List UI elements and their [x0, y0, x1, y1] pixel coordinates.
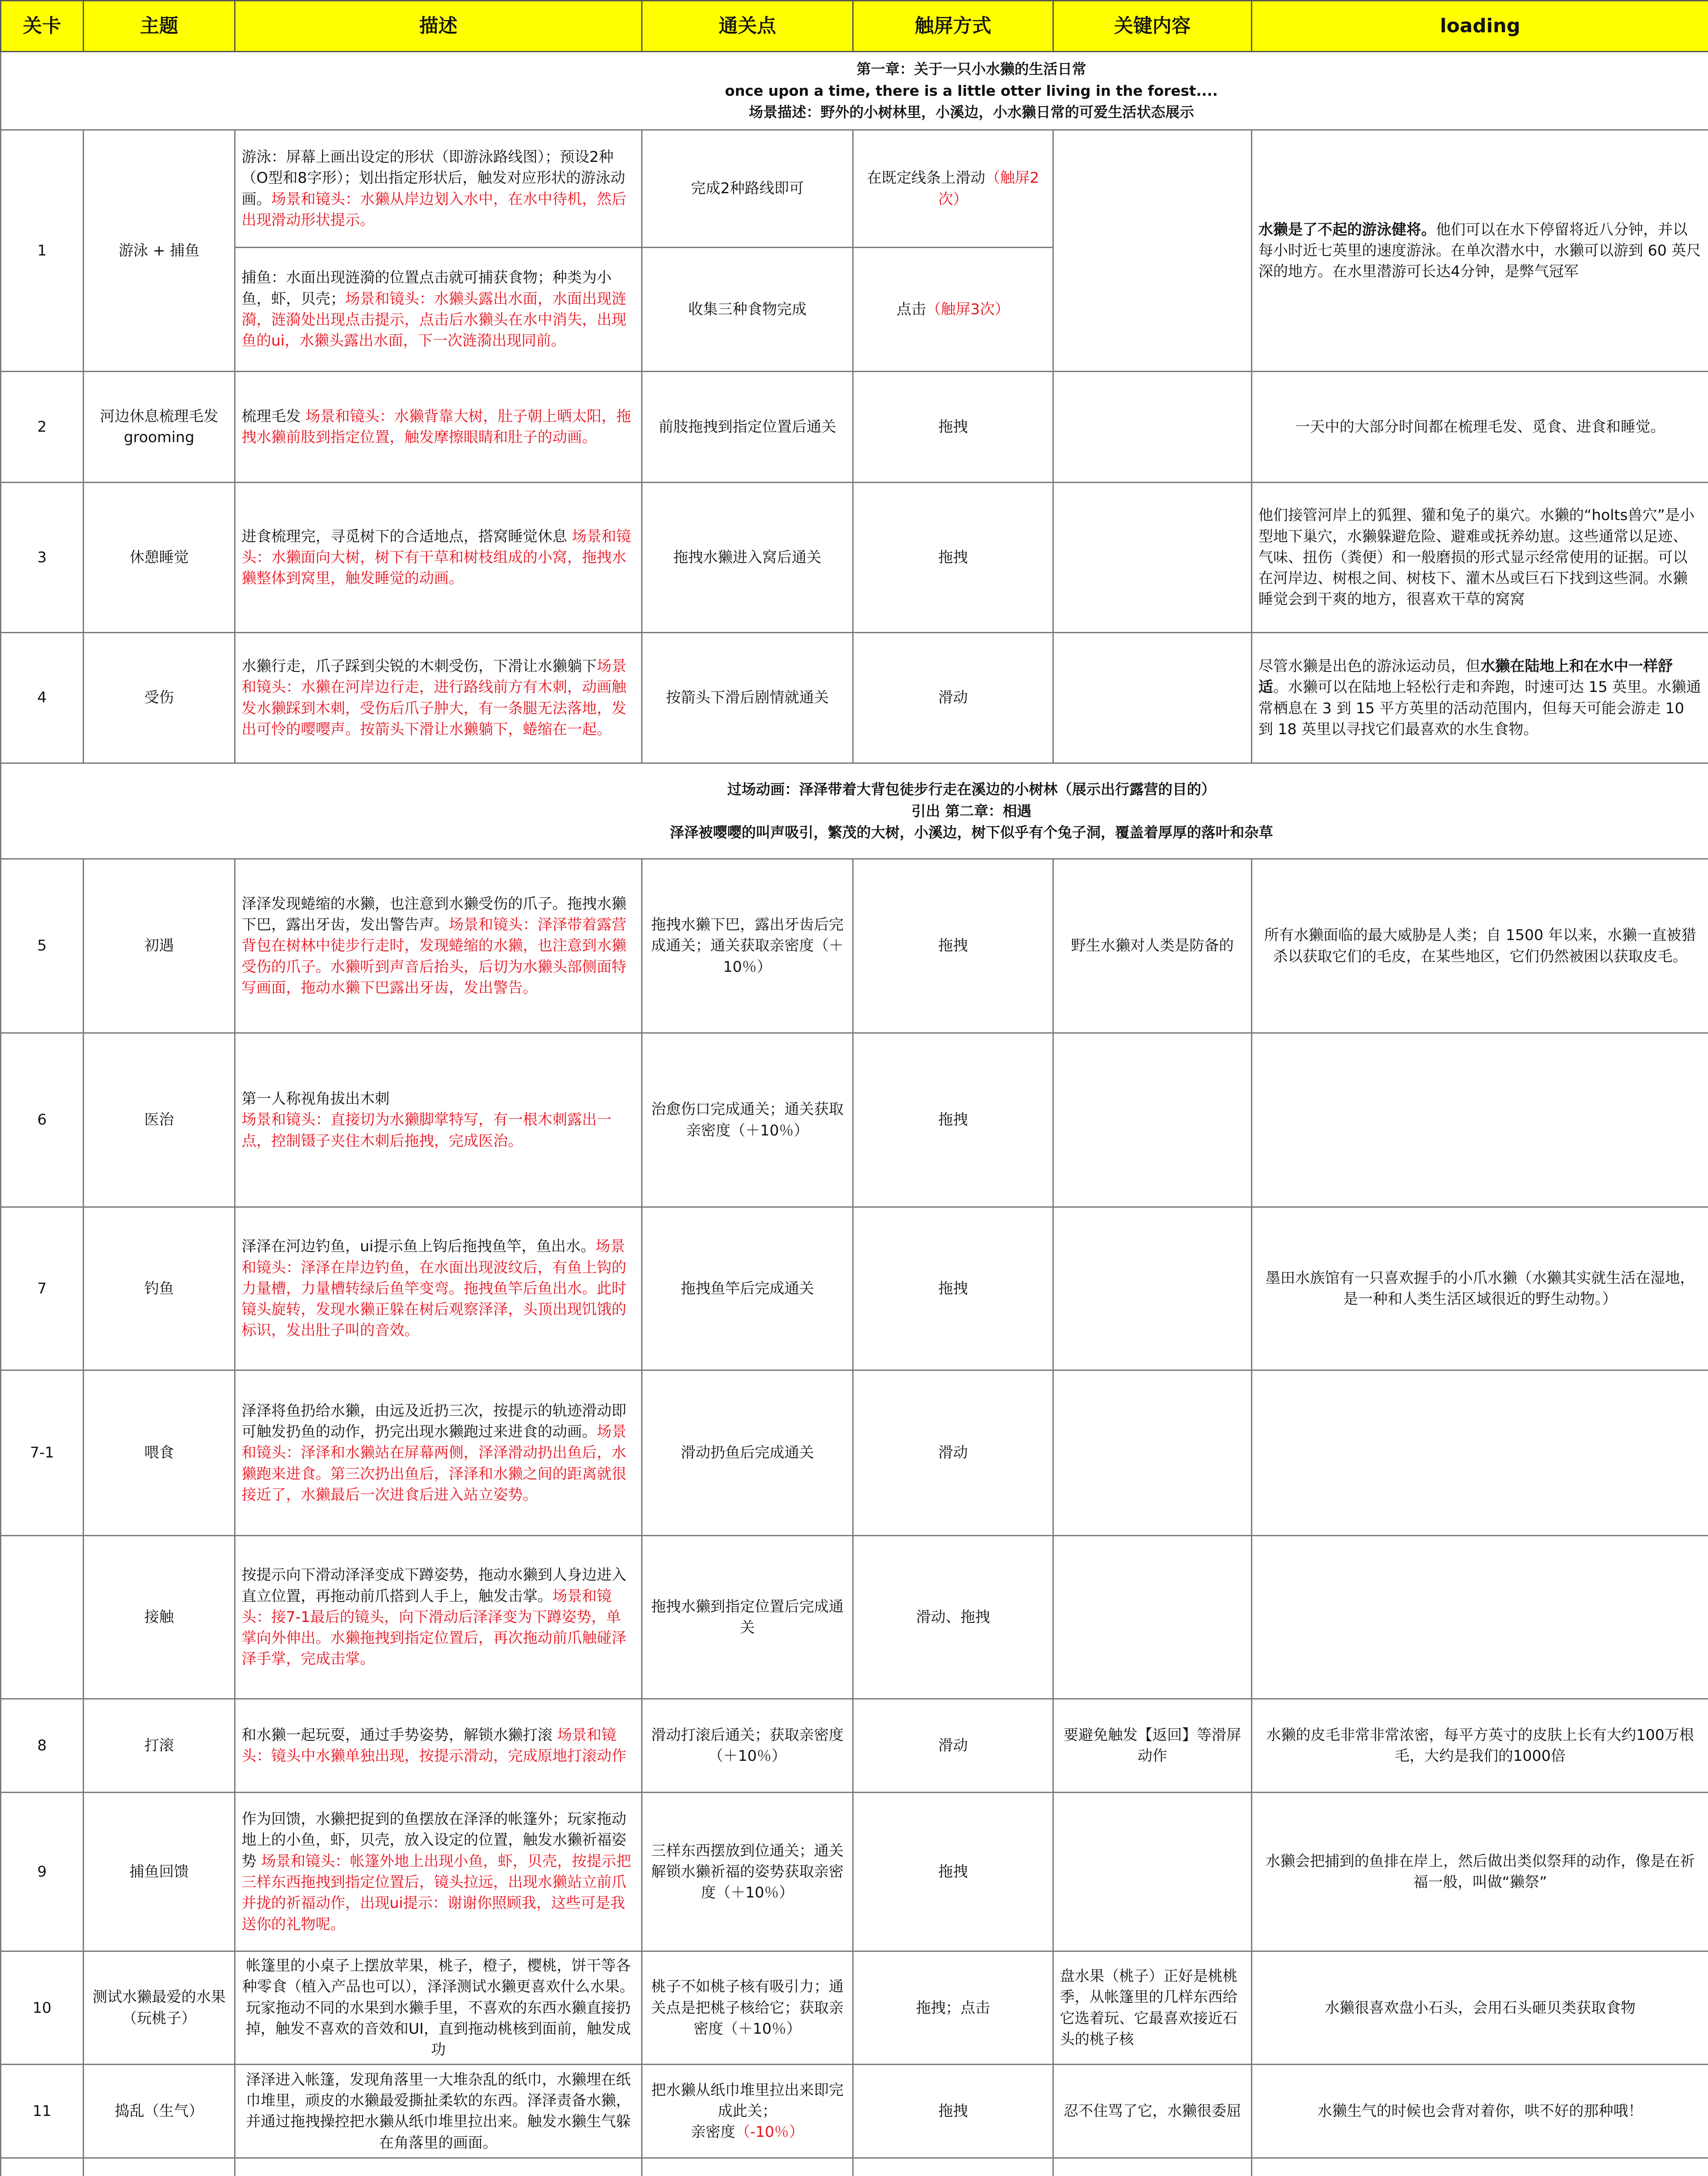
touch-cell	[853, 2158, 1053, 2176]
transition-banner	[1, 763, 1708, 859]
pass-cell: 前肢拖拽到指定位置后通关	[642, 372, 853, 483]
level-cell	[1, 1536, 84, 1699]
pass-cell	[642, 2158, 853, 2176]
key-cell: 盘水果（桃子）正好是桃桃季，从帐篷里的几样东西给它选着玩、它最喜欢接近石头的桃子核	[1053, 1951, 1252, 2065]
touch-cell: 拖拽	[853, 859, 1053, 1033]
touch-cell	[853, 248, 1053, 372]
loading-cell: 墨田水族馆有一只喜欢握手的小爪水獭（水獭其实就生活在湿地，是一种和人类生活区域很近的野生动物。）	[1252, 1207, 1708, 1370]
level-cell: 6	[1, 1033, 84, 1207]
key-cell	[1053, 1033, 1252, 1207]
chapter-1-subtitle: once upon a time, there is a little otter living in the forest....	[725, 82, 1218, 99]
theme-cell: 接触	[84, 1536, 235, 1699]
level-cell: 3	[1, 483, 84, 633]
description-text: 游泳：屏幕上画出设定的形状（即游泳路线图）；预设2种（O型和8字形）；划出指定形状后，触发对应形状的游泳动画。	[242, 148, 625, 208]
table-row	[1, 372, 1708, 483]
theme-cell	[84, 2158, 235, 2176]
loading-cell	[1252, 1536, 1708, 1699]
scene-note: 场景和镜头：直接切为水獭脚掌特写，有一根木刺露出一点，控制镊子夹住木刺后拖拽，完成医治。	[242, 1111, 612, 1150]
description-text: 水獭行走，爪子踩到尖锐的木刺受伤，下滑让水獭躺下	[242, 657, 597, 675]
theme-cell: 游泳 + 捕鱼	[84, 130, 235, 372]
description-cell	[235, 1370, 642, 1536]
level-cell: 8	[1, 1699, 84, 1793]
table-row	[1, 2158, 1708, 2176]
header-row	[1, 1, 1708, 52]
key-cell	[1053, 633, 1252, 763]
scene-note: 场景和镜头：接7-1最后的镜头，向下滑动后泽泽变为下蹲姿势，单掌向外伸出。水獭拖拽到指定位置后，再次拖动前爪触碰泽泽手掌，完成击掌。	[242, 1587, 626, 1668]
description-cell	[235, 1207, 642, 1370]
table-row	[1, 1536, 1708, 1699]
touch-cell: 拖拽；点击	[853, 1951, 1053, 2065]
touch-text: 在既定线条上滑动	[867, 169, 985, 187]
theme-cell: 钓鱼	[84, 1207, 235, 1370]
description-cell	[235, 1699, 642, 1793]
level-cell: 11	[1, 2065, 84, 2158]
chapter-1-title: 第一章：关于一只小水獭的生活日常	[856, 60, 1086, 78]
key-cell	[1053, 1793, 1252, 1951]
pass-cell: 按箭头下滑后剧情就通关	[642, 633, 853, 763]
table-row	[1, 1370, 1708, 1536]
level-cell: 9	[1, 1793, 84, 1951]
touch-cell: 拖拽	[853, 483, 1053, 633]
description-cell	[235, 859, 642, 1033]
touch-text: 点击	[896, 300, 926, 318]
chapter-2-title: 引出 第二章：相遇	[911, 802, 1032, 819]
pass-text: 把水獭从纸巾堆里拉出来即完成此关；	[651, 2081, 844, 2120]
touch-cell: 拖拽	[853, 1793, 1053, 1951]
scene-note: 场景和镜头：水獭头露出水面，水面出现涟漪，涟漪处出现点击提示，点击后水獭头在水中消失，出现鱼的ui，水獭头露出水面，下一次涟漪出现同前。	[242, 290, 626, 350]
loading-cell: 水獭很喜欢盘小石头，会用石头砸贝类获取食物	[1252, 1951, 1708, 2065]
chapter-1-scene: 场景描述：野外的小树林里，小溪边，小水獭日常的可爱生活状态展示	[749, 104, 1194, 121]
touch-count: （触屏2次）	[938, 169, 1039, 208]
level-cell: 10	[1, 1951, 84, 2065]
theme-cell: 休憩睡觉	[84, 483, 235, 633]
loading-cell: 水獭生气的时候也会背对着你，哄不好的那种哦！	[1252, 2065, 1708, 2158]
loading-cell: 水獭会把捕到的鱼排在岸上，然后做出类似祭拜的动作，像是在祈福一般，叫做“獭祭”	[1252, 1793, 1708, 1951]
loading-text: 他们可以在水下停留将近八分钟，并以每小时近七英里的速度游泳。在单次潜水中，水獭可以游到 60 英尺深的地方。在水里潜游可长达4分钟，是弊气冠军	[1258, 221, 1701, 281]
loading-cell: 他们接管河岸上的狐狸、獾和兔子的巢穴。水獭的“holts兽穴”是小型地下巢穴，水獭躲避危险、避难或抚养幼崽。这些通常以足迹、气味、扭伤（粪便）和一般磨损的形式显示经常使用的证据。可以在河岸边、树根之间、树枝下、灌木丛或巨石下找到这些洞。水獭睡觉会到干爽的地方，很喜欢干草的窝窝	[1252, 483, 1708, 633]
description-cell	[235, 483, 642, 633]
touch-cell: 拖拽	[853, 2065, 1053, 2158]
loading-text: 。水獭可以在陆地上轻松行走和奔跑，时速可达 15 英里。水獭通常栖息在 3 到 15 平方英里的活动范围内，但每天可能会游走 10 到 18 英里以寻找它们最喜欢的水生食物。	[1258, 678, 1701, 738]
touch-cell	[853, 130, 1053, 248]
description-cell	[235, 633, 642, 763]
loading-cell	[1252, 1370, 1708, 1536]
theme-cell: 喂食	[84, 1370, 235, 1536]
loading-cell: 所有水獭面临的最大威胁是人类；自 1500 年以来，水獭一直被猎杀以获取它们的毛皮，在某些地区，它们仍然被困以获取皮毛。	[1252, 859, 1708, 1033]
pass-cell: 拖拽水獭到指定位置后完成通关	[642, 1536, 853, 1699]
level-cell: 4	[1, 633, 84, 763]
theme-cell: 初遇	[84, 859, 235, 1033]
description-text: 泽泽发现蜷缩的水獭，也注意到水獭受伤的爪子。拖拽水獭下巴，露出牙齿，发出警告声。	[242, 895, 626, 934]
header-pass-point: 通关点	[642, 1, 853, 52]
description-text: 进食梳理完，寻觅树下的合适地点，搭窝睡觉休息	[242, 527, 567, 545]
scene-note: 场景和镜头：泽泽和水獭站在屏幕两侧，泽泽滑动扔出鱼后，水獭跑来进食。第三次扔出鱼后，泽泽和水獭之间的距离就很接近了，水獭最后一次进食后进入站立姿势。	[242, 1423, 626, 1504]
description-cell	[235, 130, 642, 248]
description-cell: 帐篷里的小桌子上摆放苹果，桃子，橙子，樱桃，饼干等各种零食（植入产品也可以），泽泽测试水獭更喜欢什么水果。 玩家拖动不同的水果到水獭手里，不喜欢的东西水獭直接扔掉，触发不喜欢的音效和UI，直到拖动桃核到面前，触发成功	[235, 1951, 642, 2065]
key-cell	[1053, 372, 1252, 483]
header-description: 描述	[235, 1, 642, 52]
key-cell	[1053, 1536, 1252, 1699]
level-cell	[1, 2158, 84, 2176]
theme-cell: 捣乱（生气）	[84, 2065, 235, 2158]
loading-cell: 一天中的大部分时间都在梳理毛发、觅食、进食和睡觉。	[1252, 372, 1708, 483]
table-row	[1, 2065, 1708, 2158]
pass-cell: 滑动扔鱼后完成通关	[642, 1370, 853, 1536]
pass-cell: 完成2种路线即可	[642, 130, 853, 248]
loading-highlight: 水獭在陆地上和在水中一样舒适	[1258, 657, 1673, 696]
theme-cell: 测试水獭最爱的水果（玩桃子）	[84, 1951, 235, 2065]
theme-cell: 医治	[84, 1033, 235, 1207]
key-cell	[1053, 483, 1252, 633]
table-row	[1, 130, 1708, 248]
header-touch-method: 触屏方式	[853, 1, 1053, 52]
scene-note: 场景和镜头：镜头中水獭单独出现，按提示滑动，完成原地打滚动作	[242, 1726, 626, 1765]
theme-cell: 受伤	[84, 633, 235, 763]
table-row	[1, 859, 1708, 1033]
scene-note: 场景和镜头：泽泽在岸边钓鱼，在水面出现波纹后，有鱼上钩的力量槽，力量槽转绿后鱼竿变弯。拖拽鱼竿后鱼出水。此时镜头旋转，发现水獭正躲在树后观察泽泽，头顶出现饥饿的标识，发出肚子叫的音效。	[242, 1238, 626, 1340]
level-cell: 1	[1, 130, 84, 372]
touch-cell: 滑动	[853, 1370, 1053, 1536]
description-cell: 泽泽进入帐篷，发现角落里一大堆杂乱的纸巾，水獭埋在纸巾堆里，顽皮的水獭最爱撕扯柔软的东西。泽泽责备水獭，并通过拖拽操控把水獭从纸巾堆里拉出来。触发水獭生气躲在角落里的画面。	[235, 2065, 642, 2158]
table-row	[1, 1699, 1708, 1793]
key-cell: 野生水獭对人类是防备的	[1053, 859, 1252, 1033]
loading-cell: 水獭的皮毛非常非常浓密，每平方英寸的皮肤上长有大约100万根毛，大约是我们的1000倍	[1252, 1699, 1708, 1793]
loading-cell	[1252, 1033, 1708, 1207]
header-level: 关卡	[1, 1, 84, 52]
loading-cell	[1252, 2158, 1708, 2176]
table-row	[1, 1951, 1708, 2065]
scene-note: 场景和镜头：水獭在河岸边行走，进行路线前方有木刺，动画触发水獭踩到木刺，受伤后爪子肿大，有一条腿无法落地，发出可怜的嘤嘤声。按箭头下滑让水獭躺下，蜷缩在一起。	[242, 657, 626, 738]
key-cell	[1053, 1207, 1252, 1370]
level-cell: 7-1	[1, 1370, 84, 1536]
table-row	[1, 1793, 1708, 1951]
transition-title: 过场动画：泽泽带着大背包徒步行走在溪边的小树林（展示出行露营的目的）	[727, 781, 1216, 798]
scene-note: 场景和镜头：水獭背靠大树，肚子朝上晒太阳，拖拽水獭前肢到指定位置，触发摩擦眼睛和肚子的动画。	[242, 407, 631, 446]
description-cell	[235, 248, 642, 372]
table-row	[1, 1033, 1708, 1207]
level-cell: 7	[1, 1207, 84, 1370]
loading-text: 尽管水獭是出色的游泳运动员，但	[1258, 657, 1480, 675]
description-text: 第一人称视角拔出木刺	[242, 1090, 390, 1108]
chapter-1-text	[235, 52, 1708, 130]
description-cell	[235, 2158, 642, 2176]
touch-count: （触屏3次）	[926, 300, 1010, 318]
scene-note: 场景和镜头：水獭面向大树，树下有干草和树枝组成的小窝，拖拽水獭整体到窝里，触发睡觉的动画。	[242, 527, 631, 588]
key-cell	[1053, 2158, 1252, 2176]
description-cell	[235, 1536, 642, 1699]
pass-cell: 拖拽鱼竿后完成通关	[642, 1207, 853, 1370]
touch-cell: 拖拽	[853, 372, 1053, 483]
banner-spacer	[1, 763, 235, 859]
key-cell: 要避免触发【返回】等滑屏动作	[1053, 1699, 1252, 1793]
header-key-content: 关键内容	[1053, 1, 1252, 52]
pass-cell: 拖拽水獭进入窝后通关	[642, 483, 853, 633]
pass-text: 亲密度	[691, 2123, 736, 2141]
theme-cell: 打滚	[84, 1699, 235, 1793]
touch-cell: 拖拽	[853, 1033, 1053, 1207]
pass-cell	[642, 2065, 853, 2158]
description-text: 泽泽在河边钓鱼，ui提示鱼上钩后拖拽鱼竿，鱼出水。	[242, 1238, 595, 1256]
level-cell: 5	[1, 859, 84, 1033]
description-text: 梳理毛发	[242, 407, 301, 425]
pass-cell: 治愈伤口完成通关；通关获取亲密度（＋10％）	[642, 1033, 853, 1207]
pass-cell: 三样东西摆放到位通关；通关解锁水獭祈福的姿势获取亲密度（＋10％）	[642, 1793, 853, 1951]
chapter-1-banner	[1, 52, 1708, 130]
pass-cell: 桃子不如桃子核有吸引力；通关点是把桃子核给它；获取亲密度（＋10％）	[642, 1951, 853, 2065]
transition-text	[235, 763, 1708, 859]
loading-cell	[1252, 130, 1708, 372]
pass-cell: 收集三种食物完成	[642, 248, 853, 372]
scene-note: 场景和镜头：泽泽带着露营背包在树林中徒步行走时，发现蜷缩的水獭，也注意到水獭受伤的爪子。水獭听到声音后抬头，后切为水獭头部侧面特写画面，拖动水獭下巴露出牙齿，发出警告。	[242, 916, 626, 997]
loading-cell	[1252, 633, 1708, 763]
table-row	[1, 633, 1708, 763]
description-cell	[235, 372, 642, 483]
touch-cell: 滑动	[853, 1699, 1053, 1793]
touch-cell: 拖拽	[853, 1207, 1053, 1370]
description-text: 按提示向下滑动泽泽变成下蹲姿势，拖动水獭到人身边进入直立位置，再拖动前爪搭到人手上，触发击掌。	[242, 1566, 626, 1605]
chapter-2-scene: 泽泽被嘤嘤的叫声吸引，繁茂的大树，小溪边，树下似乎有个兔子洞，覆盖着厚厚的落叶和杂草	[669, 824, 1273, 841]
scene-note: 场景和镜头：帐篷外地上出现小鱼，虾，贝壳，按提示把三样东西拖拽到指定位置后，镜头拉远，出现水獭站立前爪并拢的祈福动作，出现ui提示：谢谢你照顾我，这些可是我送你的礼物呢。	[242, 1852, 631, 1933]
description-text: 和水獭一起玩耍，通过手势姿势，解锁水獭打滚	[242, 1726, 552, 1744]
description-cell	[235, 1793, 642, 1951]
touch-cell: 滑动	[853, 633, 1053, 763]
table-row	[1, 1207, 1708, 1370]
touch-cell: 滑动、拖拽	[853, 1536, 1053, 1699]
header-theme: 主题	[84, 1, 235, 52]
key-cell	[1053, 1370, 1252, 1536]
description-text: 作为回馈，水獭把捉到的鱼摆放在泽泽的帐篷外；玩家拖动地上的小鱼，虾，贝壳，放入设定的位置，触发水獭祈福姿势	[242, 1810, 626, 1870]
theme-cell: 捕鱼回馈	[84, 1793, 235, 1951]
level-cell: 2	[1, 372, 84, 483]
key-cell: 忍不住骂了它，水獭很委屈	[1053, 2065, 1252, 2158]
theme-cell: 河边休息梳理毛发 grooming	[84, 372, 235, 483]
header-loading: loading	[1252, 1, 1708, 52]
table-row	[1, 483, 1708, 633]
description-text: 捕鱼：水面出现涟漪的位置点击就可捕获食物；种类为小鱼，虾，贝壳；	[242, 269, 612, 308]
description-cell	[235, 1033, 642, 1207]
key-cell	[1053, 130, 1252, 372]
loading-highlight: 水獭是了不起的游泳健将。	[1258, 221, 1436, 238]
intimacy-change: （-10％）	[735, 2123, 804, 2141]
description-text: 泽泽将鱼扔给水獭，由远及近扔三次，按提示的轨迹滑动即可触发扔鱼的动作，扔完出现水獭跑过来进食的动画。	[242, 1402, 626, 1441]
pass-cell: 滑动打滚后通关；获取亲密度（＋10％）	[642, 1699, 853, 1793]
scene-note: 场景和镜头：水獭从岸边划入水中，在水中待机，然后出现滑动形状提示。	[242, 190, 626, 229]
banner-spacer	[1, 52, 235, 130]
pass-cell: 拖拽水獭下巴，露出牙齿后完成通关；通关获取亲密度（＋10％）	[642, 859, 853, 1033]
